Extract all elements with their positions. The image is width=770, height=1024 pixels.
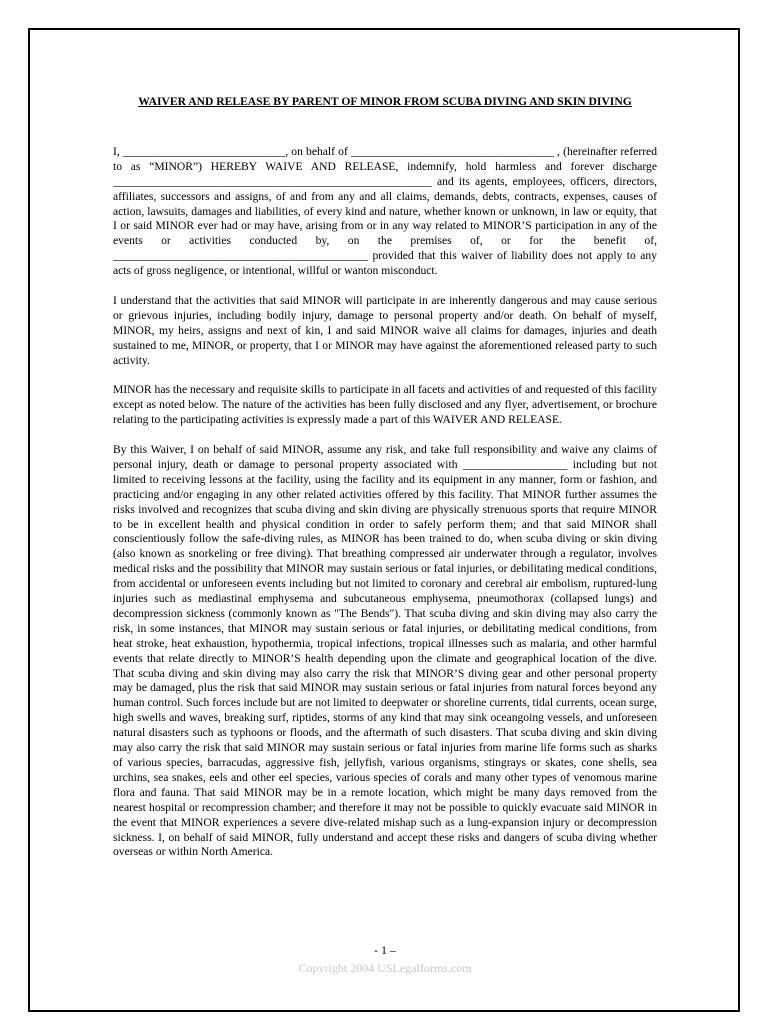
skills-paragraph: MINOR has the necessary and requisite skills to participate in all facets and activities of and requested of this facility except as noted below. The nature of the activities has been fully disclosed and any flyer, advertisement, or brochure relating to the participating activities is expressly made a part of this WAIVER AND RELEASE. [113,383,657,427]
copyright-notice: Copyright 2004 USLegalforms.com [298,961,472,975]
assumption-of-risk-paragraph: By this Waiver, I on behalf of said MINOR, assume any risk, and take full responsibility and waive any claims of personal injury, death or damage to personal property associated with __________________ including but not limited to receiving lessons at the facility, using the facility and its equipment in any manner, form or fashion, and practicing and/or engaging in any other related activities offered by this facility. That MINOR further assumes the risks involved and recognizes that scuba diving and skin diving are physically strenuous sports that require MINOR to be in excellent health and physical condition in order to safely perform them; and that said MINOR shall conscientiously follow the safe-diving rules, as MINOR has been trained to do, when scuba diving or skin diving (also known as snorkeling or free diving). That breathing compressed air underwater through a regulator, involves medical risks and the possibility that MINOR may sustain serious or fatal injuries, or debilitating medical conditions, from accidental or unforeseen events including but not limited to coronary and cerebral air embolism, ruptured-lung injuries such as mediastinal emphysema and subcutaneous emphysema, pneumothorax (collapsed lungs) and decompression sickness (commonly known as "The Bends"). That scuba diving and skin diving may also carry the risk, in some instances, that MINOR may sustain serious or fatal injuries, or debilitating medical conditions, from heat stroke, heat exhaustion, hypothermia, tropical infections, tropical illnesses such as malaria, and other harmful events that relate directly to MINOR’S health depending upon the climate and geographical location of the dive. That scuba diving and skin diving may also carry the risk that MINOR’S diving gear and other personal property may be damaged, plus the risk that said MINOR may sustain serious or fatal injuries from natural forces beyond any human control. Such forces include but are not limited to deepwater or shoreline currents, tidal currents, ocean surge, high swells and waves, breaking surf, riptides, storms of any kind that may sink oceangoing vessels, and unforeseen natural disasters such as typhoons or floods, and the aftermath of such disasters. That scuba diving and skin diving may also carry the risk that said MINOR may sustain serious or fatal injuries from marine life forms such as sharks of various species, barracudas, aggressive fish, jellyfish, various organisms, stingrays or skates, cone shells, sea urchins, sea snakes, eels and other eel species, various species of corals and many other types of venomous marine flora and fauna. That said MINOR may be in a remote location, which might be many days removed from the nearest hospital or recompression chamber; and therefore it may not be possible to quickly evacuate said MINOR in the event that MINOR experiences a severe dive-related mishap such as a lung-expansion injury or decompression sickness. I, on behalf of said MINOR, fully understand and accept these risks and dangers of scuba diving whether overseas or within North America. [113,442,657,859]
page-number: - 1 – [374,943,396,957]
risk-acknowledgement-paragraph: I understand that the activities that said MINOR will participate in are inherently dangerous and may cause serious or grievous injuries, including bodily injury, damage to personal property and/or death. On behalf of myself, MINOR, my heirs, assigns and next of kin, I and said MINOR waive all claims for damages, injuries and death sustained to me, MINOR, or property, that I or MINOR may have against the aforementioned released party to such activity. [113,293,657,367]
release-paragraph: I, ____________________________, on behalf of ___________________________________ , (hereinafter referred to as “MINOR”) HEREBY WAIVE AND RELEASE, indemnify, hold harmless and forever discharge _______________________________________________________ and its agents, employees, officers, directors, affiliates, successors and assigns, of and from any and all claims, demands, debts, contracts, expenses, causes of action, lawsuits, damages and liabilities, of every kind and nature, whether known or unknown, in law or equity, that I or said MINOR ever had or may have, arising from or in any way related to MINOR’S participation in any of the events or activities conducted by, on the premises of, or for the benefit of, ____________________________________________ provided that this waiver of liability does not apply to any acts of gross negligence, or intentional, willful or wanton misconduct. [113,144,657,278]
document-title: WAIVER AND RELEASE BY PARENT OF MINOR FROM SCUBA DIVING AND SKIN DIVING [138,95,632,108]
document-body [113,95,657,875]
